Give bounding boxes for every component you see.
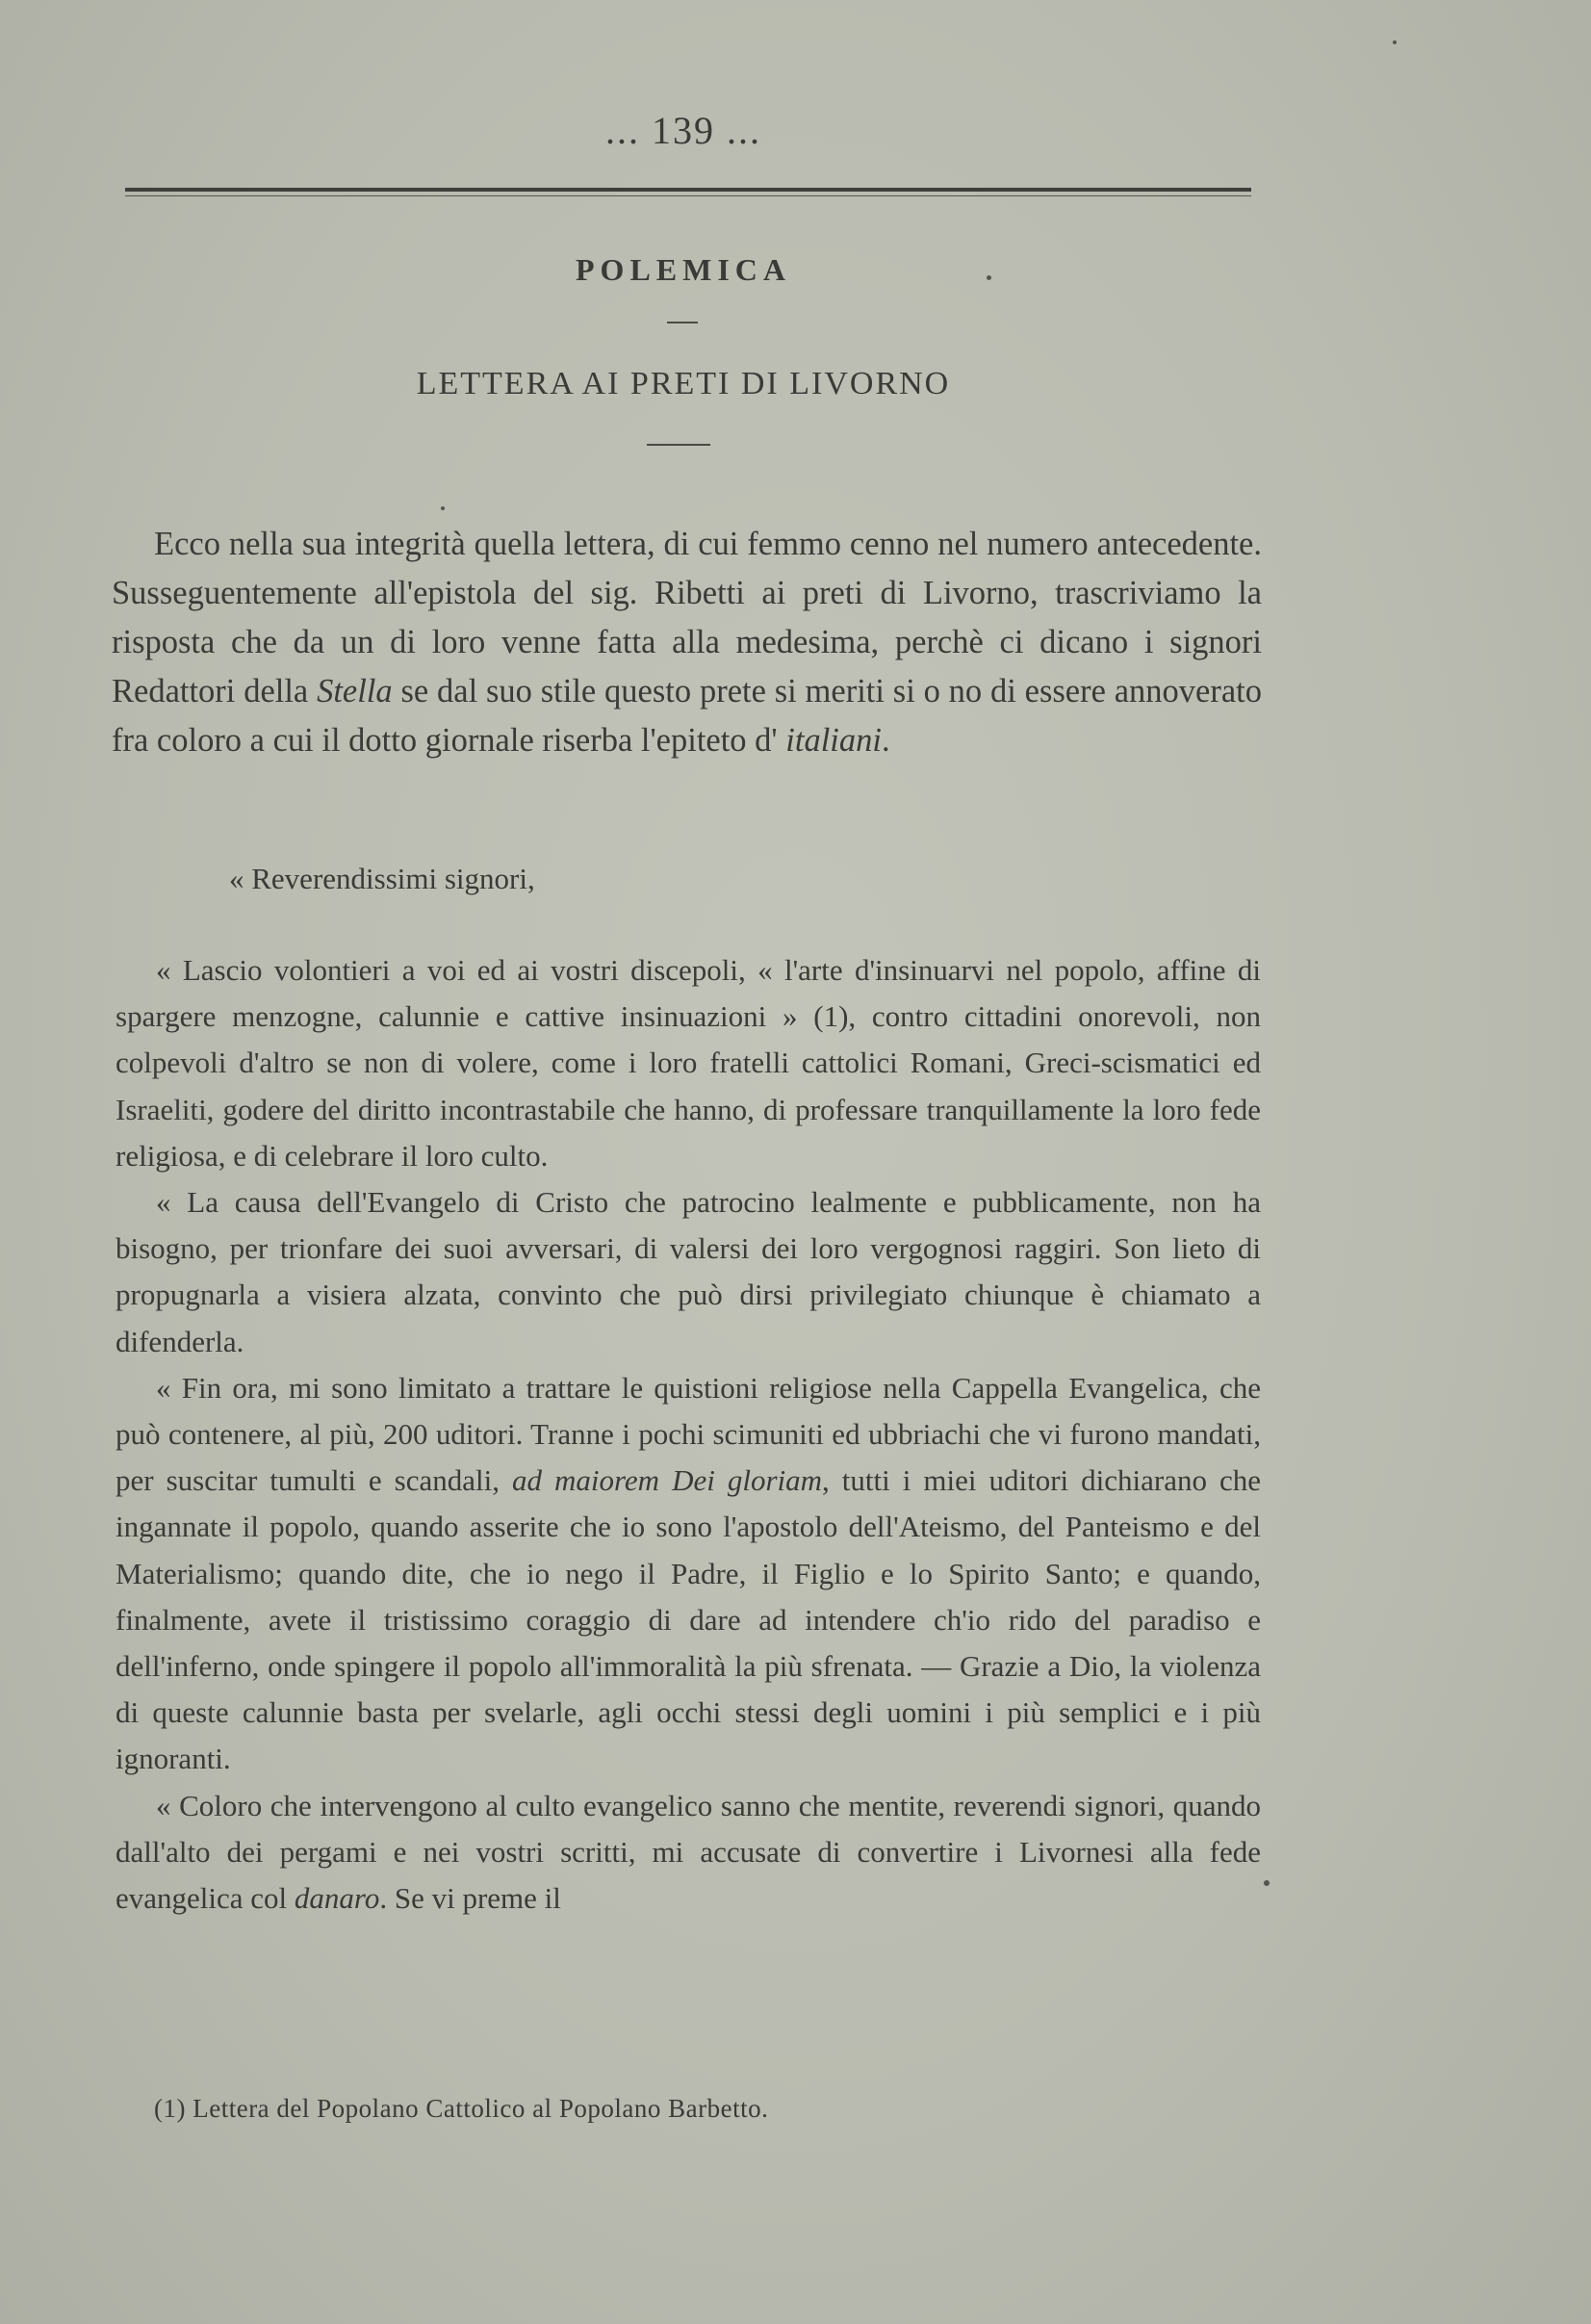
letter-paragraph-2: « La causa dell'Evangelo di Cristo che patrocino lealmente e pubblicamente, non ha bisogno, per trionfare dei suoi avversari, di valersi dei loro vergognosi raggiri. Son lieto di propugnarla a visiera alzata, convinto che può dirsi privilegiato chiunque è chiamato a difenderla. <box>115 1185 1261 1358</box>
section-heading: POLEMICA <box>576 252 791 287</box>
letter-p4-a: « Coloro che intervengono al culto evangelico sanno che mentite, reverendi signori, quando dall'alto dei pergami e nei vostri scritti, mi accusate di convertire i Livornesi alla fede evangelica col <box>115 1788 1261 1916</box>
intro-text-b: se dal suo stile questo prete si meriti si o no di essere annoverato fra coloro a cui il dotto giornale riserba l'epiteto d' <box>112 673 1262 759</box>
intro-stella: Stella <box>317 673 393 710</box>
letter-paragraph-1: « Lascio volontieri a voi ed ai vostri discepoli, « l'arte d'insinuarvi nel popolo, affine di spargere menzogne, calunnie e cattive insinuazioni » (1), contro cittadini onorevoli, non colpevoli d'altro se non di volere, come i loro fratelli cattolici Romani, Greci-scismatici ed Israeliti, godere del diritto incontrastabile che hanno, di professare tranquillamente la loro fede religiosa, e di celebrare il loro culto. <box>115 953 1261 1173</box>
intro-italiani: italiani <box>785 722 882 759</box>
letter-p4-italic: danaro <box>294 1881 380 1916</box>
letter-p3-a: « Fin ora, mi sono limitato a trattare le quistioni religiose nella Cappella Evangelica, che può contenere, al più, 200 uditori. Tranne i pochi scimuniti ed ubbriachi che vi furono mandati, per suscitar tumulti e scandali, <box>115 1370 1261 1498</box>
article-title: LETTERA AI PRETI DI LIVORNO <box>416 366 951 401</box>
intro-text-end: . <box>881 722 890 759</box>
paper-speck <box>987 275 991 280</box>
letter-p3-italic: ad maiorem Dei gloriam <box>511 1463 823 1498</box>
paper-speck <box>1264 1880 1270 1886</box>
letter-salutation: « Reverendissimi signori, <box>229 862 535 895</box>
letter-body <box>115 947 1261 1922</box>
letter-paragraph-4 <box>115 1783 1261 1923</box>
header-rule <box>125 188 1251 192</box>
intro-text-a: Ecco nella sua integrità quella lettera, di cui femmo cenno nel numero antecedente. Susseguentemente all'epistola del sig. Ribetti ai preti di Livorno, trascriviamo la risposta che da un di loro venne fatta alla medesima, perchè ci dicano i signori Redattori della <box>112 526 1262 710</box>
letter-p4-b: . Se vi preme il <box>379 1881 561 1916</box>
page-number: ... 139 ... <box>605 109 761 152</box>
paper-speck <box>441 506 445 510</box>
intro-paragraph <box>112 520 1262 765</box>
title-dash <box>647 444 710 446</box>
heading-dash <box>667 322 698 323</box>
paper-speck <box>1393 40 1397 44</box>
header-rule-thin <box>125 195 1251 196</box>
footnote: (1) Lettera del Popolano Cattolico al Popolano Barbetto. <box>154 2094 769 2123</box>
letter-p3-b: , tutti i miei uditori dichiarano che ingannate il popolo, quando asserite che io sono l'apostolo dell'Ateismo, del Panteismo e del Materialismo; quando dite, che io nego il Padre, il Figlio e lo Spirito Santo; e quando, finalmente, avete il tristissimo coraggio di dare ad intendere ch'io rido del paradiso e dell'inferno, onde spingere il popolo all'immoralità la più sfrenata. — Grazie a Dio, la violenza di queste calunnie basta per svelarle, agli occhi stessi degli uomini i più semplici e i più ignoranti. <box>115 1463 1262 1776</box>
letter-paragraph-3 <box>115 1365 1261 1783</box>
